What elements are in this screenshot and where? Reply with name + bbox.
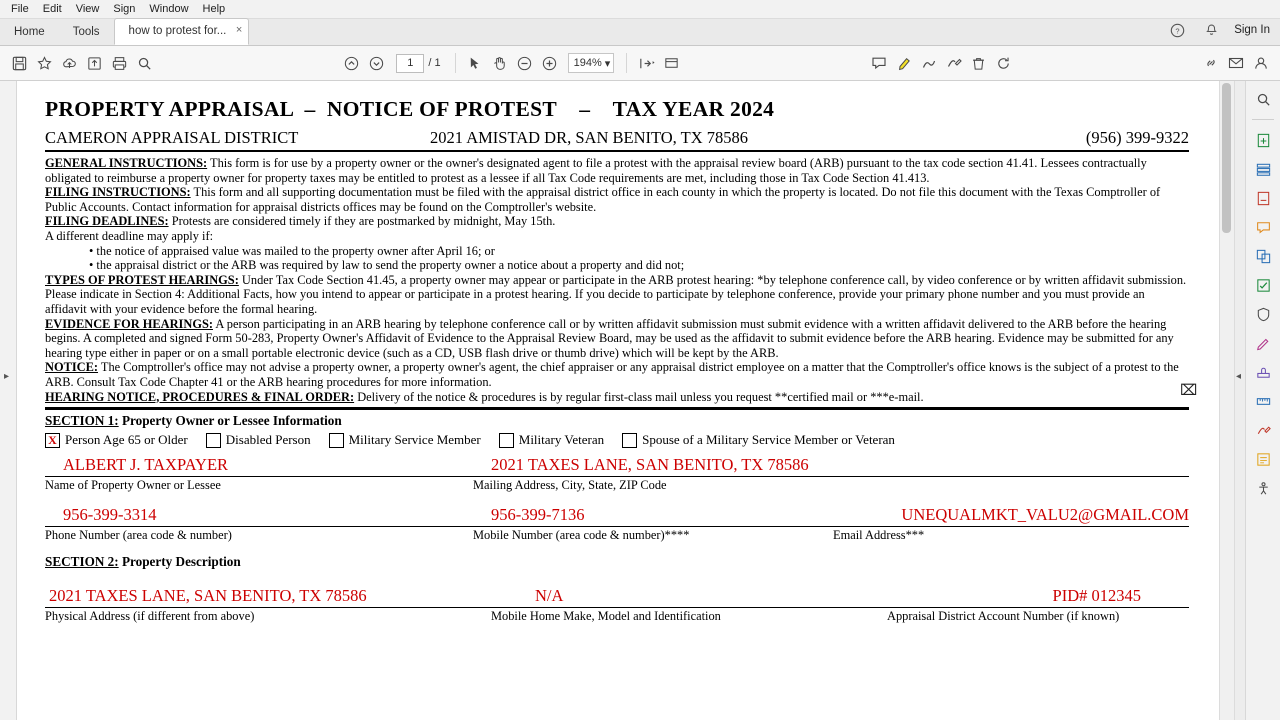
- page-number-input[interactable]: 1: [396, 54, 424, 73]
- instruction-general-text: This form is for use by a property owner or the owner's designated agent to file a protest with the appraisal review board (ARB) pursuant to the tax code section 41.41. Lessees contractually obligated to reimburse a property owner for property taxes may be entitled to protest as a lessee if all Tax Code requirements are met, including those in Tax Code Section 41.413.: [45, 156, 1147, 185]
- menu-item-window[interactable]: Window: [149, 3, 189, 15]
- owner-name-row: [45, 455, 1189, 477]
- deadline-bullet-1: • the notice of appraised value was mailed to the property owner after April 16; or: [89, 243, 495, 258]
- section-2-title: Property Description: [118, 554, 241, 570]
- menu-item-help[interactable]: Help: [202, 3, 226, 15]
- caption-mobile: Mobile Number (area code & number)****: [473, 528, 690, 543]
- instruction-evidence-label: EVIDENCE FOR HEARINGS:: [45, 316, 213, 331]
- section-2-prefix: SECTION 2:: [45, 554, 119, 570]
- draw-icon[interactable]: [918, 52, 940, 74]
- chevron-down-icon[interactable]: ▾: [604, 57, 611, 70]
- instruction-hearing-types-label: TYPES OF PROTEST HEARINGS:: [45, 272, 239, 287]
- toolbar-right-group: [1200, 52, 1272, 74]
- contact-captions: [45, 528, 1189, 543]
- checkbox-military-service-member[interactable]: [329, 432, 481, 448]
- next-page-icon[interactable]: [365, 52, 387, 74]
- menu-item-view[interactable]: View: [75, 3, 100, 15]
- menu-item-edit[interactable]: Edit: [42, 3, 62, 15]
- text-cursor-icon: ⌧: [1180, 383, 1198, 399]
- section-divider: [45, 407, 1189, 410]
- district-address: 2021 AMISTAD DR, SAN BENITO, TX 78586: [430, 128, 749, 147]
- district-name: CAMERON APPRAISAL DISTRICT: [45, 128, 299, 147]
- toolbar-annotate-group: [868, 52, 1015, 74]
- instruction-deadlines: [45, 214, 1189, 229]
- comment-icon[interactable]: [868, 52, 890, 74]
- checkbox-spouse-military-box[interactable]: [622, 433, 637, 448]
- owner-name-captions: [45, 478, 1189, 493]
- section-2-heading: [45, 554, 1189, 570]
- instruction-general-label: GENERAL INSTRUCTIONS:: [45, 156, 208, 170]
- rotate-icon[interactable]: [993, 52, 1015, 74]
- search-tool-icon[interactable]: [1251, 87, 1275, 111]
- caption-mailing-address: Mailing Address, City, State, ZIP Code: [473, 478, 667, 493]
- create-pdf-tool-icon[interactable]: [1251, 186, 1275, 210]
- highlight-icon[interactable]: [893, 52, 915, 74]
- instruction-filing: [45, 185, 1189, 214]
- checkbox-age-65-label: Person Age 65 or Older: [65, 432, 188, 448]
- owner-name-value[interactable]: ALBERT J. TAXPAYER: [63, 455, 229, 475]
- checkbox-military-service-member-box[interactable]: [329, 433, 344, 448]
- account-number-value[interactable]: PID# 012345: [1052, 586, 1141, 606]
- toolbar: [0, 46, 1280, 81]
- checkbox-spouse-military-label: Spouse of a Military Service Member or Veteran: [642, 432, 895, 448]
- zoom-out-icon[interactable]: [514, 52, 536, 74]
- fit-page-icon[interactable]: [635, 52, 657, 74]
- menu-item-file[interactable]: File: [11, 3, 29, 15]
- instruction-deadlines-text: Protests are considered timely if they are postmarked by midnight, May 15th.: [168, 214, 556, 229]
- instruction-evidence-text: A person participating in an ARB hearing by telephone conference call or by written affidavit submission must submit evidence with a written affidavit delivered to the ARB before the hearing begins. A completed and signed Form 50-283, Property Owner's Affidavit of Evidence to the Appraisal Review Board, may be used as the affidavit to submit evidence before the ARB hearing. Evidence may be submitted for any hearing type either in paper or on a small portable electronic device (such as a CD, USB flash drive or thumb drive) which will be kept by the ARB.: [45, 316, 1174, 360]
- save-icon[interactable]: [8, 52, 30, 74]
- checkbox-spouse-military[interactable]: [622, 432, 895, 448]
- pdf-page: [17, 81, 1207, 624]
- phone-value[interactable]: 956-399-3314: [63, 505, 157, 525]
- protect-tool-icon[interactable]: [1251, 302, 1275, 326]
- owner-status-checkboxes: [45, 432, 1189, 448]
- tab-tools[interactable]: Tools: [72, 26, 100, 38]
- cloud-upload-icon[interactable]: [58, 52, 80, 74]
- checkbox-military-service-member-label: Military Service Member: [348, 432, 481, 448]
- zoom-in-icon[interactable]: [539, 52, 561, 74]
- caption-account-number: Appraisal District Account Number (if known): [887, 609, 1120, 624]
- checkbox-military-veteran-box[interactable]: [499, 433, 514, 448]
- delete-icon[interactable]: [968, 52, 990, 74]
- read-mode-icon[interactable]: [660, 52, 682, 74]
- print-icon[interactable]: [108, 52, 130, 74]
- combine-files-tool-icon[interactable]: [1251, 244, 1275, 268]
- menu-bar: [0, 0, 1280, 19]
- instruction-evidence: [45, 317, 1189, 361]
- instruction-notice-label: NOTICE:: [45, 360, 99, 375]
- physical-address-value[interactable]: 2021 TAXES LANE, SAN BENITO, TX 78586: [49, 586, 367, 606]
- measure-tool-icon[interactable]: [1251, 389, 1275, 413]
- section-1-prefix: SECTION 1:: [45, 413, 119, 429]
- checkbox-disabled-person-box[interactable]: [206, 433, 221, 448]
- checkbox-age-65[interactable]: [45, 432, 188, 448]
- instructions-block: [45, 156, 1189, 404]
- mailing-address-value[interactable]: 2021 TAXES LANE, SAN BENITO, TX 78586: [491, 455, 809, 475]
- instruction-hearing-notice: [45, 390, 1189, 405]
- instruction-hearing-types-text: Under Tax Code Section 41.45, a property owner may appear or participate in the ARB protest hearing: *by telephone conference call, by video conference or by written affidavit submission. Please indicate in Section 4: Additional Facts, how you intend to appear or participate in a protest hearing. If you decide to participate by telephone conference, provide your primary phone number and you must provide an affidavit with your evidence before the formal hearing.: [45, 272, 1187, 316]
- instruction-deadlines-label: FILING DEADLINES:: [45, 214, 169, 229]
- checkbox-military-veteran-label: Military Veteran: [518, 432, 605, 448]
- district-header: [45, 128, 1189, 152]
- instruction-notice-text: The Comptroller's office may not advise a property owner, a property owner's agent, the chief appraiser or any appraisal district employee on a matter that the Comptroller's office knows is the subject of a protest to the ARB. Consult Tax Code Chapter 41 or the ARB hearing procedures for more information.: [45, 360, 1179, 389]
- district-phone: (956) 399-9322: [1085, 128, 1189, 147]
- instruction-hearing-notice-text: Delivery of the notice & procedures is by regular first-class mail unless you request **certified mail or ***e-mail.: [354, 389, 924, 404]
- zoom-level-value: 194%: [573, 57, 602, 69]
- sign-in-button[interactable]: Sign In: [1234, 24, 1270, 36]
- caption-physical-address: Physical Address (if different from above): [45, 609, 255, 624]
- page-title: PROPERTY APPRAISAL – NOTICE OF PROTEST – TAX YEAR 2024: [45, 97, 775, 121]
- fill-and-sign-tool-icon[interactable]: [1251, 273, 1275, 297]
- share-icon[interactable]: [83, 52, 105, 74]
- expand-panel-icon[interactable]: ▸: [4, 371, 10, 382]
- left-navigation-rail[interactable]: [0, 81, 17, 720]
- previous-page-icon[interactable]: [340, 52, 362, 74]
- caption-owner-name: Name of Property Owner or Lessee: [45, 478, 221, 493]
- contact-row: [45, 505, 1189, 527]
- close-icon[interactable]: ×: [235, 24, 243, 36]
- menu-item-sign[interactable]: Sign: [113, 3, 136, 15]
- collapse-arrow-icon[interactable]: ◂: [1236, 371, 1242, 382]
- organize-pages-tool-icon[interactable]: [1251, 157, 1275, 181]
- tab-document[interactable]: [114, 18, 250, 45]
- select-tool-icon[interactable]: [464, 52, 486, 74]
- email-value[interactable]: UNEQUALMKT_VALU2@GMAIL.COM: [901, 505, 1189, 525]
- page-navigation: [396, 54, 440, 73]
- account-icon[interactable]: [1250, 52, 1272, 74]
- section-1-title: Property Owner or Lessee Information: [118, 413, 342, 429]
- link-icon[interactable]: [1200, 52, 1222, 74]
- instruction-filing-text: This form and all supporting documentation must be filed with the appraisal district office in each county in which the property is located. Do not file this document with the Texas Comptroller of Public Accounts. Contact information for appraisal districts offices may be found on the Comptroller's website.: [45, 185, 1161, 214]
- checkbox-disabled-person[interactable]: [206, 432, 311, 448]
- caption-mobile-home: Mobile Home Make, Model and Identification: [491, 609, 721, 624]
- tab-home[interactable]: Home: [14, 26, 45, 38]
- deadline-intro: A different deadline may apply if:: [45, 228, 214, 243]
- certificates-tool-icon[interactable]: [1251, 418, 1275, 442]
- checkbox-age-65-mark: X: [48, 432, 57, 447]
- checkbox-age-65-box[interactable]: [45, 433, 60, 448]
- instruction-general: [45, 156, 1189, 185]
- help-icon[interactable]: [1166, 19, 1188, 41]
- caption-phone: Phone Number (area code & number): [45, 528, 232, 543]
- instruction-notice: [45, 360, 1189, 389]
- tools-panel: [1245, 81, 1280, 720]
- deadline-bullet-2: • the appraisal district or the ARB was required by law to send the property owner a notice about a property and did not;: [89, 258, 685, 273]
- checkbox-disabled-person-label: Disabled Person: [225, 432, 311, 448]
- export-pdf-tool-icon[interactable]: [1251, 128, 1275, 152]
- mobile-home-value[interactable]: N/A: [535, 586, 564, 606]
- hand-tool-icon[interactable]: [489, 52, 511, 74]
- toolbar-file-group: [8, 52, 155, 74]
- toolbar-nav-group: [340, 52, 682, 74]
- svg-text:?: ?: [1175, 26, 1180, 36]
- sign-icon[interactable]: [943, 52, 965, 74]
- vertical-scrollbar[interactable]: [1219, 81, 1234, 720]
- star-icon[interactable]: [33, 52, 55, 74]
- checkbox-military-veteran[interactable]: [499, 432, 604, 448]
- add-stamp-tool-icon[interactable]: [1251, 360, 1275, 384]
- zoom-level-select[interactable]: [568, 53, 615, 73]
- instruction-filing-label: FILING INSTRUCTIONS:: [45, 185, 191, 200]
- section-1-heading: [45, 413, 1189, 429]
- instruction-hearing-types: [45, 273, 1189, 317]
- scrollbar-thumb[interactable]: [1222, 83, 1231, 233]
- tab-document-label: how to protest for...: [128, 25, 227, 37]
- document-view[interactable]: [17, 81, 1219, 720]
- property-description-captions: [45, 609, 1189, 624]
- notification-bell-icon[interactable]: [1200, 19, 1222, 41]
- instruction-hearing-notice-label: HEARING NOTICE, PROCEDURES & FINAL ORDER:: [45, 389, 355, 404]
- search-icon[interactable]: [133, 52, 155, 74]
- tab-strip: [0, 19, 1280, 46]
- workspace: [0, 81, 1280, 720]
- caption-email: Email Address***: [833, 528, 925, 543]
- right-panel-collapse[interactable]: [1234, 81, 1245, 720]
- page-total-label: / 1: [428, 57, 441, 69]
- accessibility-tool-icon[interactable]: [1251, 476, 1275, 500]
- edit-pdf-tool-icon[interactable]: [1251, 331, 1275, 355]
- mail-icon[interactable]: [1225, 52, 1247, 74]
- prepare-form-tool-icon[interactable]: [1251, 447, 1275, 471]
- property-description-row: [45, 586, 1189, 608]
- mobile-value[interactable]: 956-399-7136: [491, 505, 585, 525]
- comment-tool-icon[interactable]: [1251, 215, 1275, 239]
